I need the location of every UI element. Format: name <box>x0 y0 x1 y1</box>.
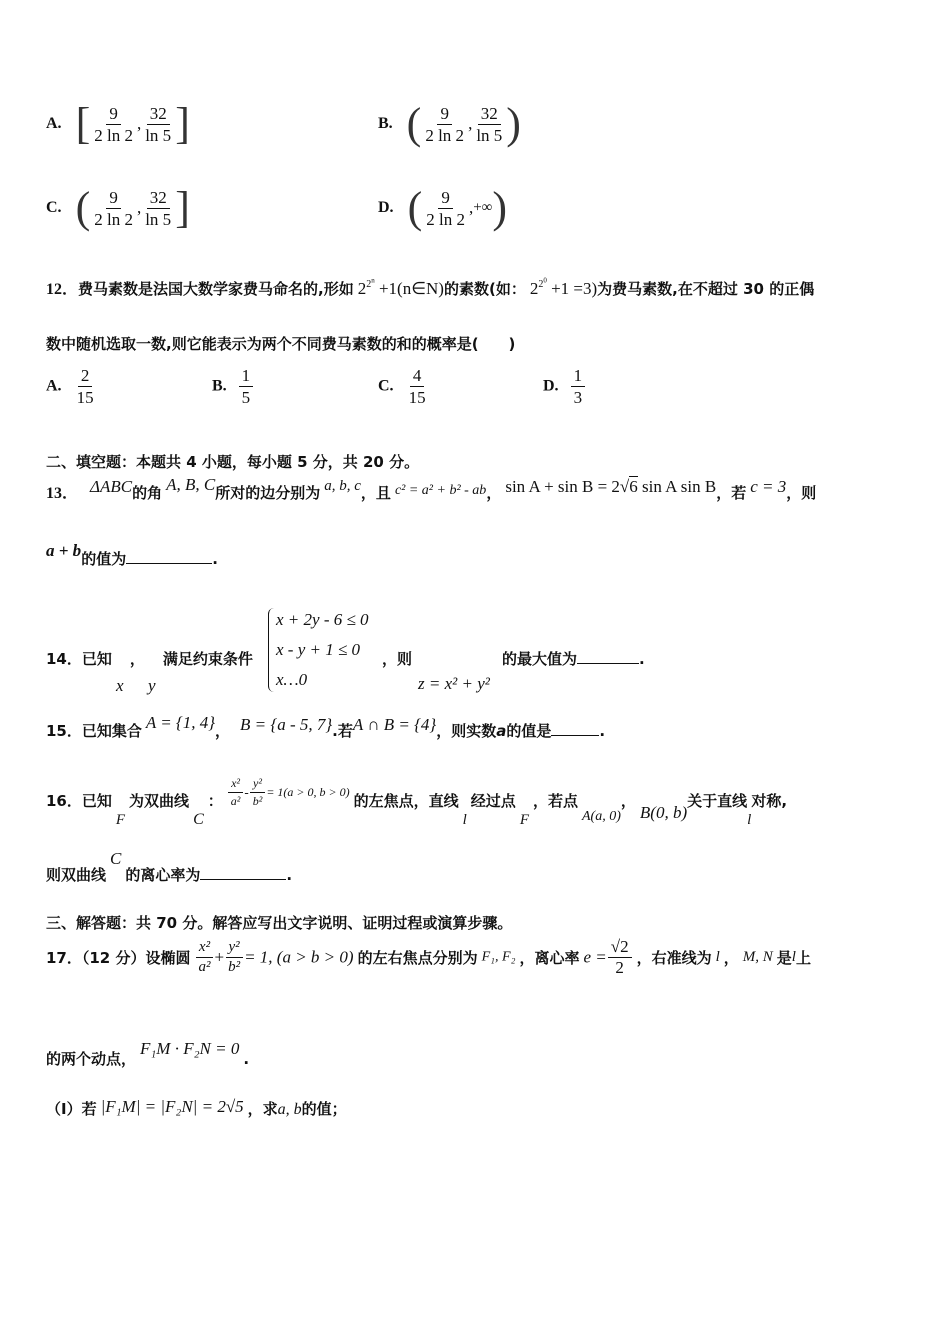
fraction: $\frac{9}{2 \ln 2}$ <box>426 187 465 229</box>
option-label: B. <box>378 115 393 132</box>
answer-blank[interactable] <box>126 549 212 564</box>
bracket-close: ) <box>506 99 521 148</box>
fraction: $\frac{\text{y²}}{\text{b²}}$ <box>225 939 243 976</box>
bracket-close: ) <box>492 183 508 232</box>
fraction: $\frac{9}{2 \ln 2}$ <box>94 187 133 229</box>
fraction: $\frac{1}{3}$ <box>571 366 586 407</box>
q12-option-c: C. $\frac{4}{15}$ <box>378 366 430 407</box>
bracket-close: ] <box>175 99 190 148</box>
q12-line1: 12．费马素数是法国大数学家费马命名的,形如 $2^{2^n}$ +1(n∈N)的素数(如： $2^{2^0} +1 =3$)为费马素数,在不超过 30 的正偶 <box>46 277 815 298</box>
fraction: $\frac{32}{\ln 5}$ <box>476 103 503 145</box>
q17-line1: 17．（12 分）设椭圆 $\frac{\text{x²}}{\text{a²}}$ + $\frac{\text{y²}}{\text{b²}}$ = 1, (a > b > 0) 的左右焦点分别为 F₁, F₂ ，离心率 e = $\frac{√2}{2}$ ，右准线为 l ， M, N 是l上 <box>46 937 811 977</box>
q15-line: 15．已知集合 A = {1, 4}， B = {a - 5, 7}.若A ∩ B = {4}，则实数a的值是 . <box>46 713 606 740</box>
q14-line: 14．已知 ， 满足约束条件 <box>46 650 253 668</box>
fraction: $\frac{\text{y²}}{\text{b²}}$ <box>250 776 266 809</box>
bracket-open: ( <box>407 183 423 232</box>
fraction: $\frac{\text{x²}}{\text{a²}}$ <box>195 939 213 976</box>
fermat-example: $2^{2^0} +1 =3$) <box>529 277 598 298</box>
q13-line1: 13． ΔABC的角 A, B, C所对的边分别为 a, b, c，且 c² = a² + b² - ab， sin A + sin B = 2√6 sin A sin B，若 c = 3，则 <box>46 475 817 502</box>
fraction: $\frac{2}{15}$ <box>76 366 94 407</box>
fraction: $\frac{9}{2 \ln 2}$ <box>94 103 133 145</box>
fraction: $\frac{√2}{2}$ <box>608 938 632 977</box>
option-label: C. <box>46 199 62 216</box>
bracket-close: ] <box>175 183 190 232</box>
q16-line2: 则双曲线 C 的离心率为 . <box>46 849 293 884</box>
q14-then: ，则 <box>382 650 413 668</box>
section-heading-solutions: 三、解答题：共 70 分。解答应写出文字说明、证明过程或演算步骤。 <box>46 914 513 932</box>
option-label: A. <box>46 115 62 132</box>
fraction: $\frac{9}{2 \ln 2}$ <box>425 103 465 145</box>
fraction: $\frac{32}{\ln 5}$ <box>145 187 172 229</box>
fraction: $\frac{\text{x²}}{\text{a²}}$ <box>228 776 244 809</box>
fraction: $\frac{32}{\ln 5}$ <box>145 103 172 145</box>
q11-option-c: C. ( $\frac{9}{2 \ln 2}$ , $\frac{32}{\ln 5}$ ] <box>46 183 190 232</box>
q12-option-d: D. $\frac{1}{3}$ <box>543 366 586 407</box>
answer-blank[interactable] <box>577 649 639 664</box>
q12-option-a: A. $\frac{2}{15}$ <box>46 366 98 407</box>
q17-part1: （Ⅰ）若 |F₁M| = |F₂N| = 2√5 ，求a, b的值； <box>46 1097 347 1118</box>
constraint-3: x…0 <box>276 670 308 689</box>
bracket-open: ( <box>406 99 422 148</box>
q11-option-d: D. ( $\frac{9}{2 \ln 2}$ ,+∞) <box>378 183 508 232</box>
q12-line2: 数中随机选取一数,则它能表示为两个不同费马素数的和的概率是( ) <box>46 335 516 353</box>
q17-line2: 的两个动点， F₁M · F₂N = 0 . <box>46 1039 250 1068</box>
q14-tail: 的最大值为 . <box>502 650 645 668</box>
fermat-formula: $2^{2^n}$ +1(n∈N) <box>357 277 444 298</box>
q16-line1: 16．已知 F 为双曲线 C ： $\frac{\text{x²}}{\text{a²}}$ - $\frac{\text{y²}}{\text{b²}}$ = 1(a > 0, b > 0) 的左焦点，直线 l 经过点 F ，若点 A(a, 0)， B(0, b)关于直线l对称, <box>46 776 788 829</box>
q12-option-b: B. $\frac{1}{5}$ <box>212 366 254 407</box>
section-heading-fill-in: 二、填空题：本题共 4 小题，每小题 5 分，共 20 分。 <box>46 453 420 471</box>
q11-option-b: B. ( $\frac{9}{2 \ln 2}$ , $\frac{32}{\ln 5}$ ) <box>378 99 521 148</box>
constraint-1: x + 2y - 6 ≤ 0 <box>276 610 369 629</box>
q13-line2: a + b的值为 . <box>46 541 218 568</box>
objective-z: z = x² + y² <box>418 674 490 693</box>
fraction: $\frac{4}{15}$ <box>408 366 426 407</box>
option-label: D. <box>378 199 394 216</box>
var-y: y <box>148 676 156 695</box>
fraction: $\frac{1}{5}$ <box>239 366 254 407</box>
constraint-brace <box>268 608 275 692</box>
constraint-2: x - y + 1 ≤ 0 <box>276 640 361 659</box>
answer-blank[interactable] <box>200 865 286 880</box>
bracket-open: ( <box>75 183 91 232</box>
var-x: x <box>116 676 124 695</box>
answer-blank[interactable] <box>551 721 599 736</box>
q11-option-a: A. [ $\frac{9}{2 \ln 2}$ , $\frac{32}{\ln 5}$ ] <box>46 99 190 148</box>
bracket-open: [ <box>75 99 91 148</box>
